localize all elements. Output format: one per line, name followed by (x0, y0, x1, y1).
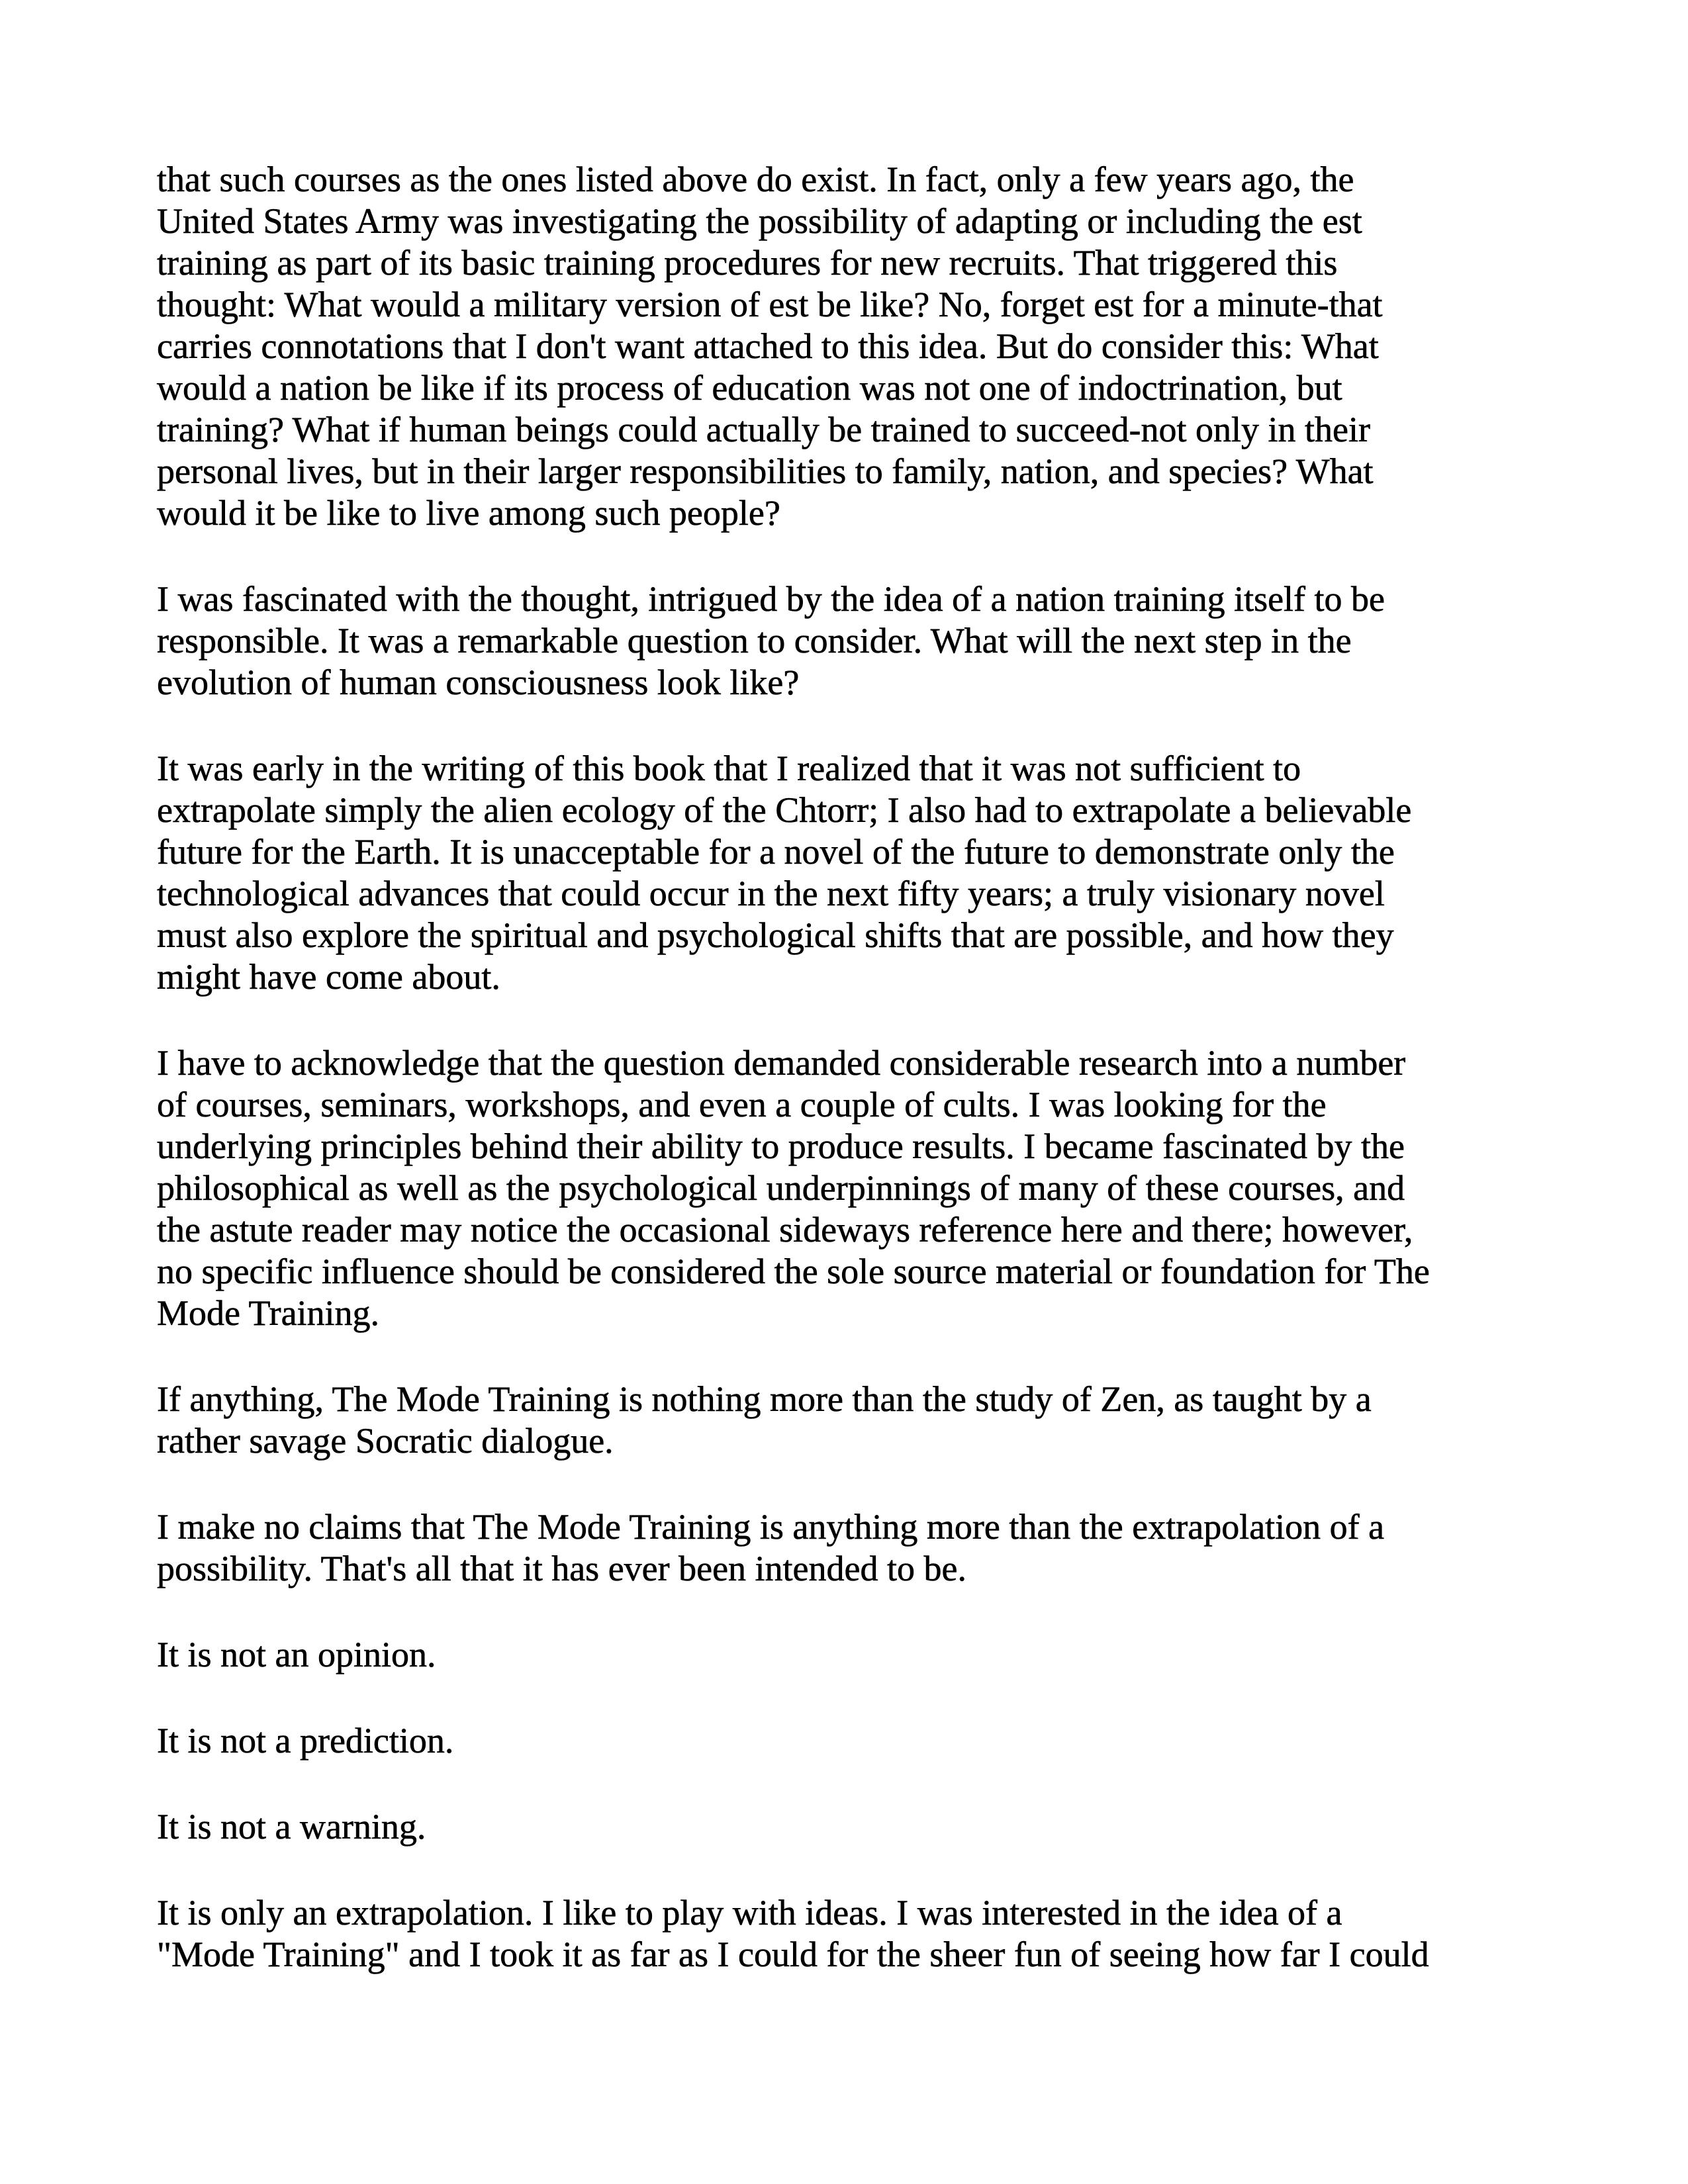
text-line: personal lives, but in their larger responsibilities to family, nation, and species? What (157, 451, 1374, 491)
text-line: possibility. That's all that it has ever been intended to be. (157, 1549, 966, 1588)
text-line: It was early in the writing of this book that I realized that it was not sufficient to (157, 749, 1301, 788)
text-line: I make no claims that The Mode Training is anything more than the extrapolation of a (157, 1507, 1385, 1547)
text-line: might have come about. (157, 957, 500, 997)
text-line: I was fascinated with the thought, intrigued by the idea of a nation training itself to be (157, 579, 1385, 619)
text-line: underlying principles behind their ability to produce results. I became fascinated by the (157, 1126, 1405, 1166)
text-line: the astute reader may notice the occasional sideways reference here and there; however, (157, 1210, 1413, 1250)
text-line: training as part of its basic training procedures for new recruits. That triggered this (157, 243, 1338, 283)
text-line: extrapolate simply the alien ecology of the Chtorr; I also had to extrapolate a believable (157, 790, 1412, 830)
text-line: If anything, The Mode Training is nothing more than the study of Zen, as taught by a (157, 1379, 1372, 1419)
text-line: training? What if human beings could actually be trained to succeed-not only in their (157, 410, 1370, 449)
paragraph (157, 1634, 1557, 1676)
text-line: I have to acknowledge that the question demanded considerable research into a number (157, 1043, 1406, 1083)
text-line: of courses, seminars, workshops, and even a couple of cults. I was looking for the (157, 1085, 1327, 1124)
text-line: It is not a warning. (157, 1807, 426, 1846)
text-line: carries connotations that I don't want attached to this idea. But do consider this: What (157, 326, 1379, 366)
text-line: Mode Training. (157, 1293, 380, 1333)
text-line: It is only an extrapolation. I like to play with ideas. I was interested in the idea of a (157, 1893, 1342, 1933)
text-line: that such courses as the ones listed above do exist. In fact, only a few years ago, the (157, 159, 1354, 199)
paragraph (157, 159, 1557, 534)
text-line: rather savage Socratic dialogue. (157, 1421, 614, 1461)
text-line: technological advances that could occur in the next fifty years; a truly visionary novel (157, 874, 1385, 913)
text-line: must also explore the spiritual and psychological shifts that are possible, and how they (157, 915, 1394, 955)
document-text-block (157, 159, 1557, 1976)
paragraph (157, 1379, 1557, 1462)
paragraph (157, 1042, 1557, 1334)
paragraph (157, 1892, 1557, 1976)
text-line: no specific influence should be considered the sole source material or foundation for The (157, 1251, 1430, 1291)
paragraph (157, 1720, 1557, 1762)
text-line: would a nation be like if its process of education was not one of indoctrination, but (157, 368, 1342, 408)
text-line: It is not an opinion. (157, 1635, 436, 1674)
paragraph (157, 1506, 1557, 1590)
text-line: evolution of human consciousness look like? (157, 662, 800, 702)
text-line: United States Army was investigating the possibility of adapting or including the est (157, 201, 1362, 241)
text-line: "Mode Training" and I took it as far as I could for the sheer fun of seeing how far I could (157, 1934, 1429, 1974)
text-line: thought: What would a military version of est be like? No, forget est for a minute-that (157, 285, 1383, 324)
text-line: philosophical as well as the psychological underpinnings of many of these courses, and (157, 1168, 1405, 1208)
text-line: responsible. It was a remarkable question to consider. What will the next step in the (157, 621, 1352, 660)
paragraph (157, 1806, 1557, 1848)
text-line: would it be like to live among such people? (157, 493, 780, 533)
text-line: future for the Earth. It is unacceptable for a novel of the future to demonstrate only the (157, 832, 1395, 872)
text-line: It is not a prediction. (157, 1721, 454, 1760)
paragraph (157, 578, 1557, 704)
paragraph (157, 748, 1557, 998)
